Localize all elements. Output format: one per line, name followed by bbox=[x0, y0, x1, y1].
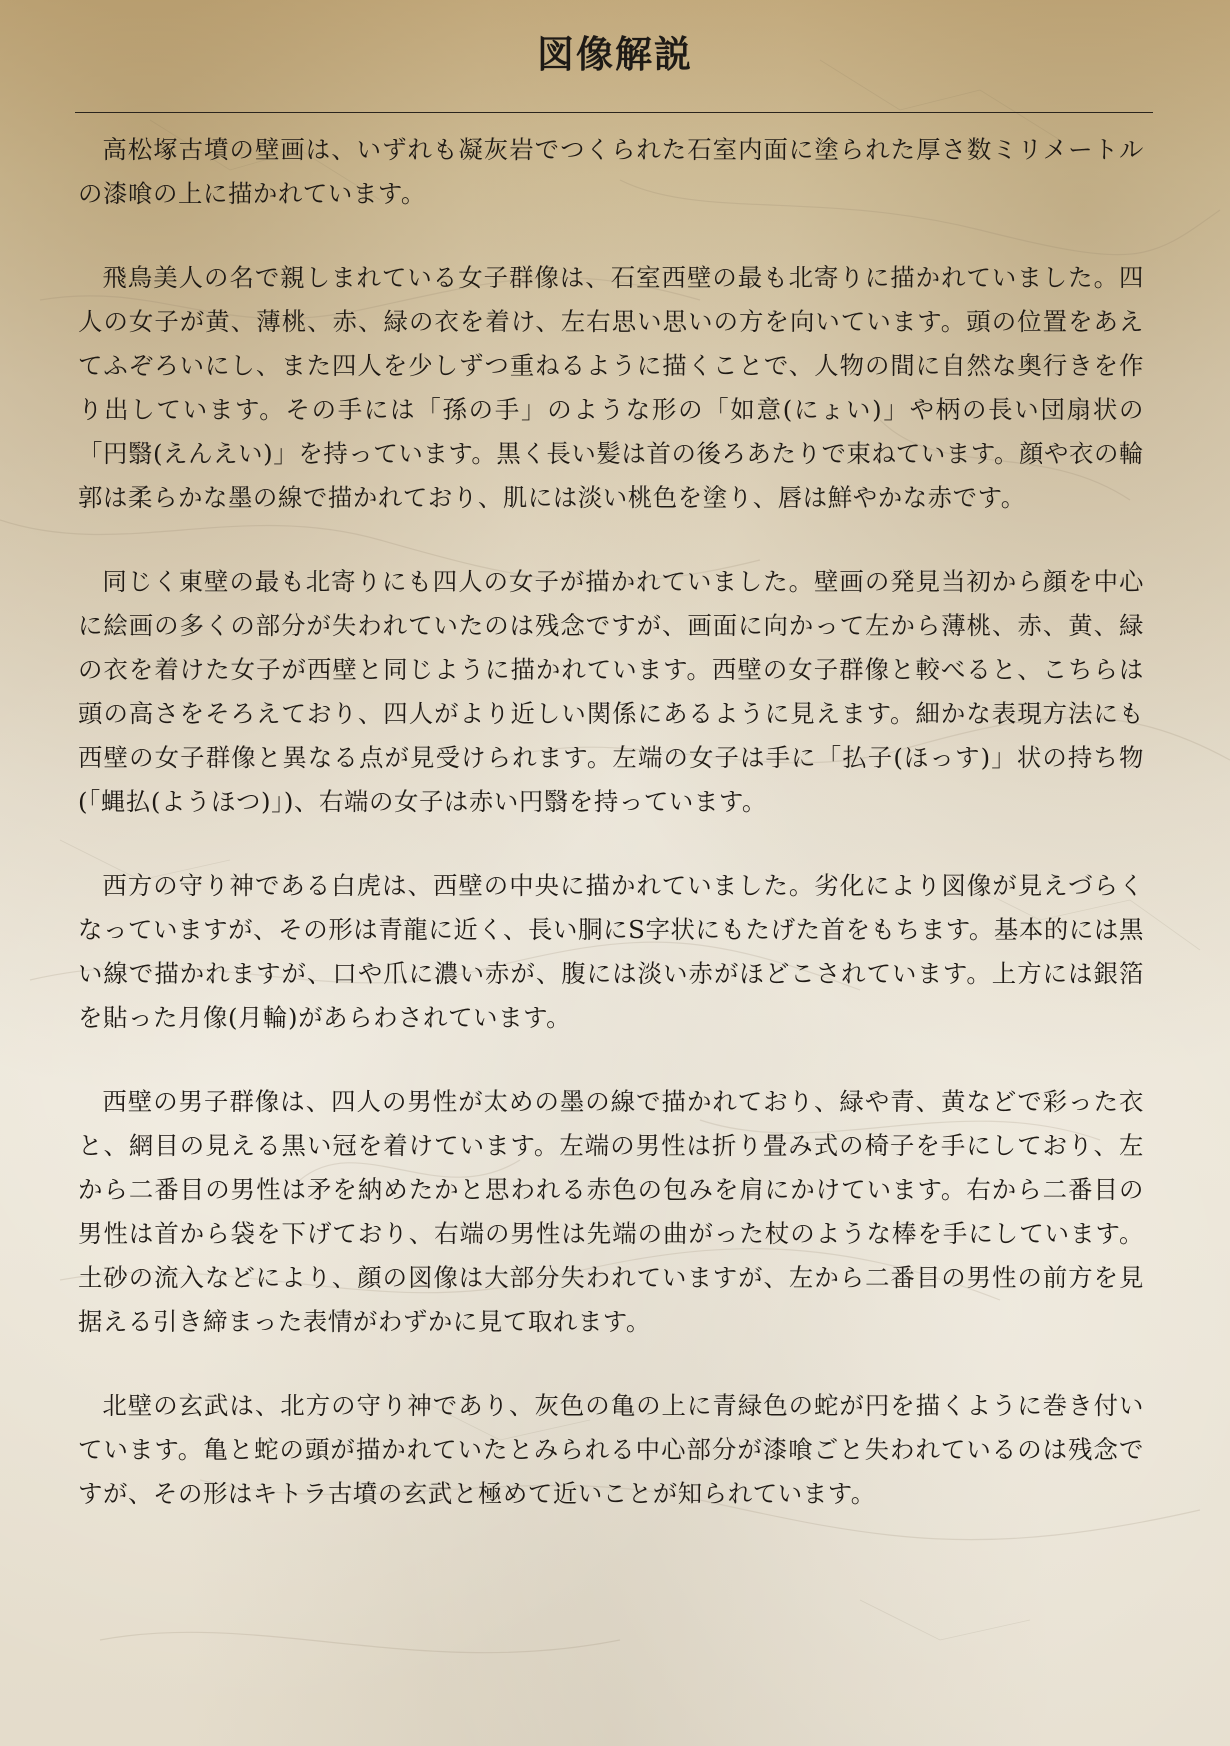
paragraph-black-tortoise: 北壁の玄武は、北方の守り神であり、灰色の亀の上に青緑色の蛇が円を描くように巻き付いています。亀と蛇の頭が描かれていたとみられる中心部分が漆喰ごと失われているのは残念ですが、その形はキトラ古墳の玄武と極めて近いことが知られています。 bbox=[78, 1391, 1144, 1508]
commentary-body bbox=[78, 128, 1144, 1516]
title-divider bbox=[75, 112, 1153, 113]
paragraph-white-tiger: 西方の守り神である白虎は、西壁の中央に描かれていました。劣化により図像が見えづらくなっていますが、その形は青龍に近く、長い胴にS字状にもたげた首をもちます。基本的には黒い線で描かれますが、口や爪に濃い赤が、腹には淡い赤がほどこされています。上方には銀箔を貼った月像(月輪)があらわされています。 bbox=[78, 871, 1144, 1032]
page-title: 図像解説 bbox=[537, 33, 693, 76]
paragraph-west-wall-men: 西壁の男子群像は、四人の男性が太めの墨の線で描かれており、緑や青、黄などで彩った衣と、網目の見える黒い冠を着けています。左端の男性は折り畳み式の椅子を手にしており、左から二番目の男性は矛を納めたかと思われる赤色の包みを肩にかけています。右から二番目の男性は首から袋を下げており、右端の男性は先端の曲がった杖のような棒を手にしています。土砂の流入などにより、顔の図像は大部分失われていますが、左から二番目の男性の前方を見据える引き締まった表情がわずかに見て取れます。 bbox=[78, 1087, 1144, 1336]
paragraph-plaster: 高松塚古墳の壁画は、いずれも凝灰岩でつくられた石室内面に塗られた厚さ数ミリメートルの漆喰の上に描かれています。 bbox=[78, 135, 1144, 208]
paragraph-west-wall-women: 飛鳥美人の名で親しまれている女子群像は、石室西壁の最も北寄りに描かれていました。四人の女子が黄、薄桃、赤、緑の衣を着け、左右思い思いの方を向いています。頭の位置をあえてふぞろいにし、また四人を少しずつ重ねるように描くことで、人物の間に自然な奥行きを作り出しています。その手には「孫の手」のような形の「如意(にょい)」や柄の長い団扇状の「円翳(えんえい)」を持っています。黒く長い髪は首の後ろあたりで束ねています。顔や衣の輪郭は柔らかな墨の線で描かれており、肌には淡い桃色を塗り、唇は鮮やかな赤です。 bbox=[78, 263, 1144, 512]
paragraph-east-wall-women: 同じく東壁の最も北寄りにも四人の女子が描かれていました。壁画の発見当初から顔を中心に絵画の多くの部分が失われていたのは残念ですが、画面に向かって左から薄桃、赤、黄、緑の衣を着けた女子が西壁と同じように描かれています。西壁の女子群像と較べると、こちらは頭の高さをそろえており、四人がより近しい関係にあるように見えます。細かな表現方法にも西壁の女子群像と異なる点が見受けられます。左端の女子は手に「払子(ほっす)」状の持ち物(「蝿払(ようほつ)」)、右端の女子は赤い円翳を持っています。 bbox=[78, 567, 1144, 816]
